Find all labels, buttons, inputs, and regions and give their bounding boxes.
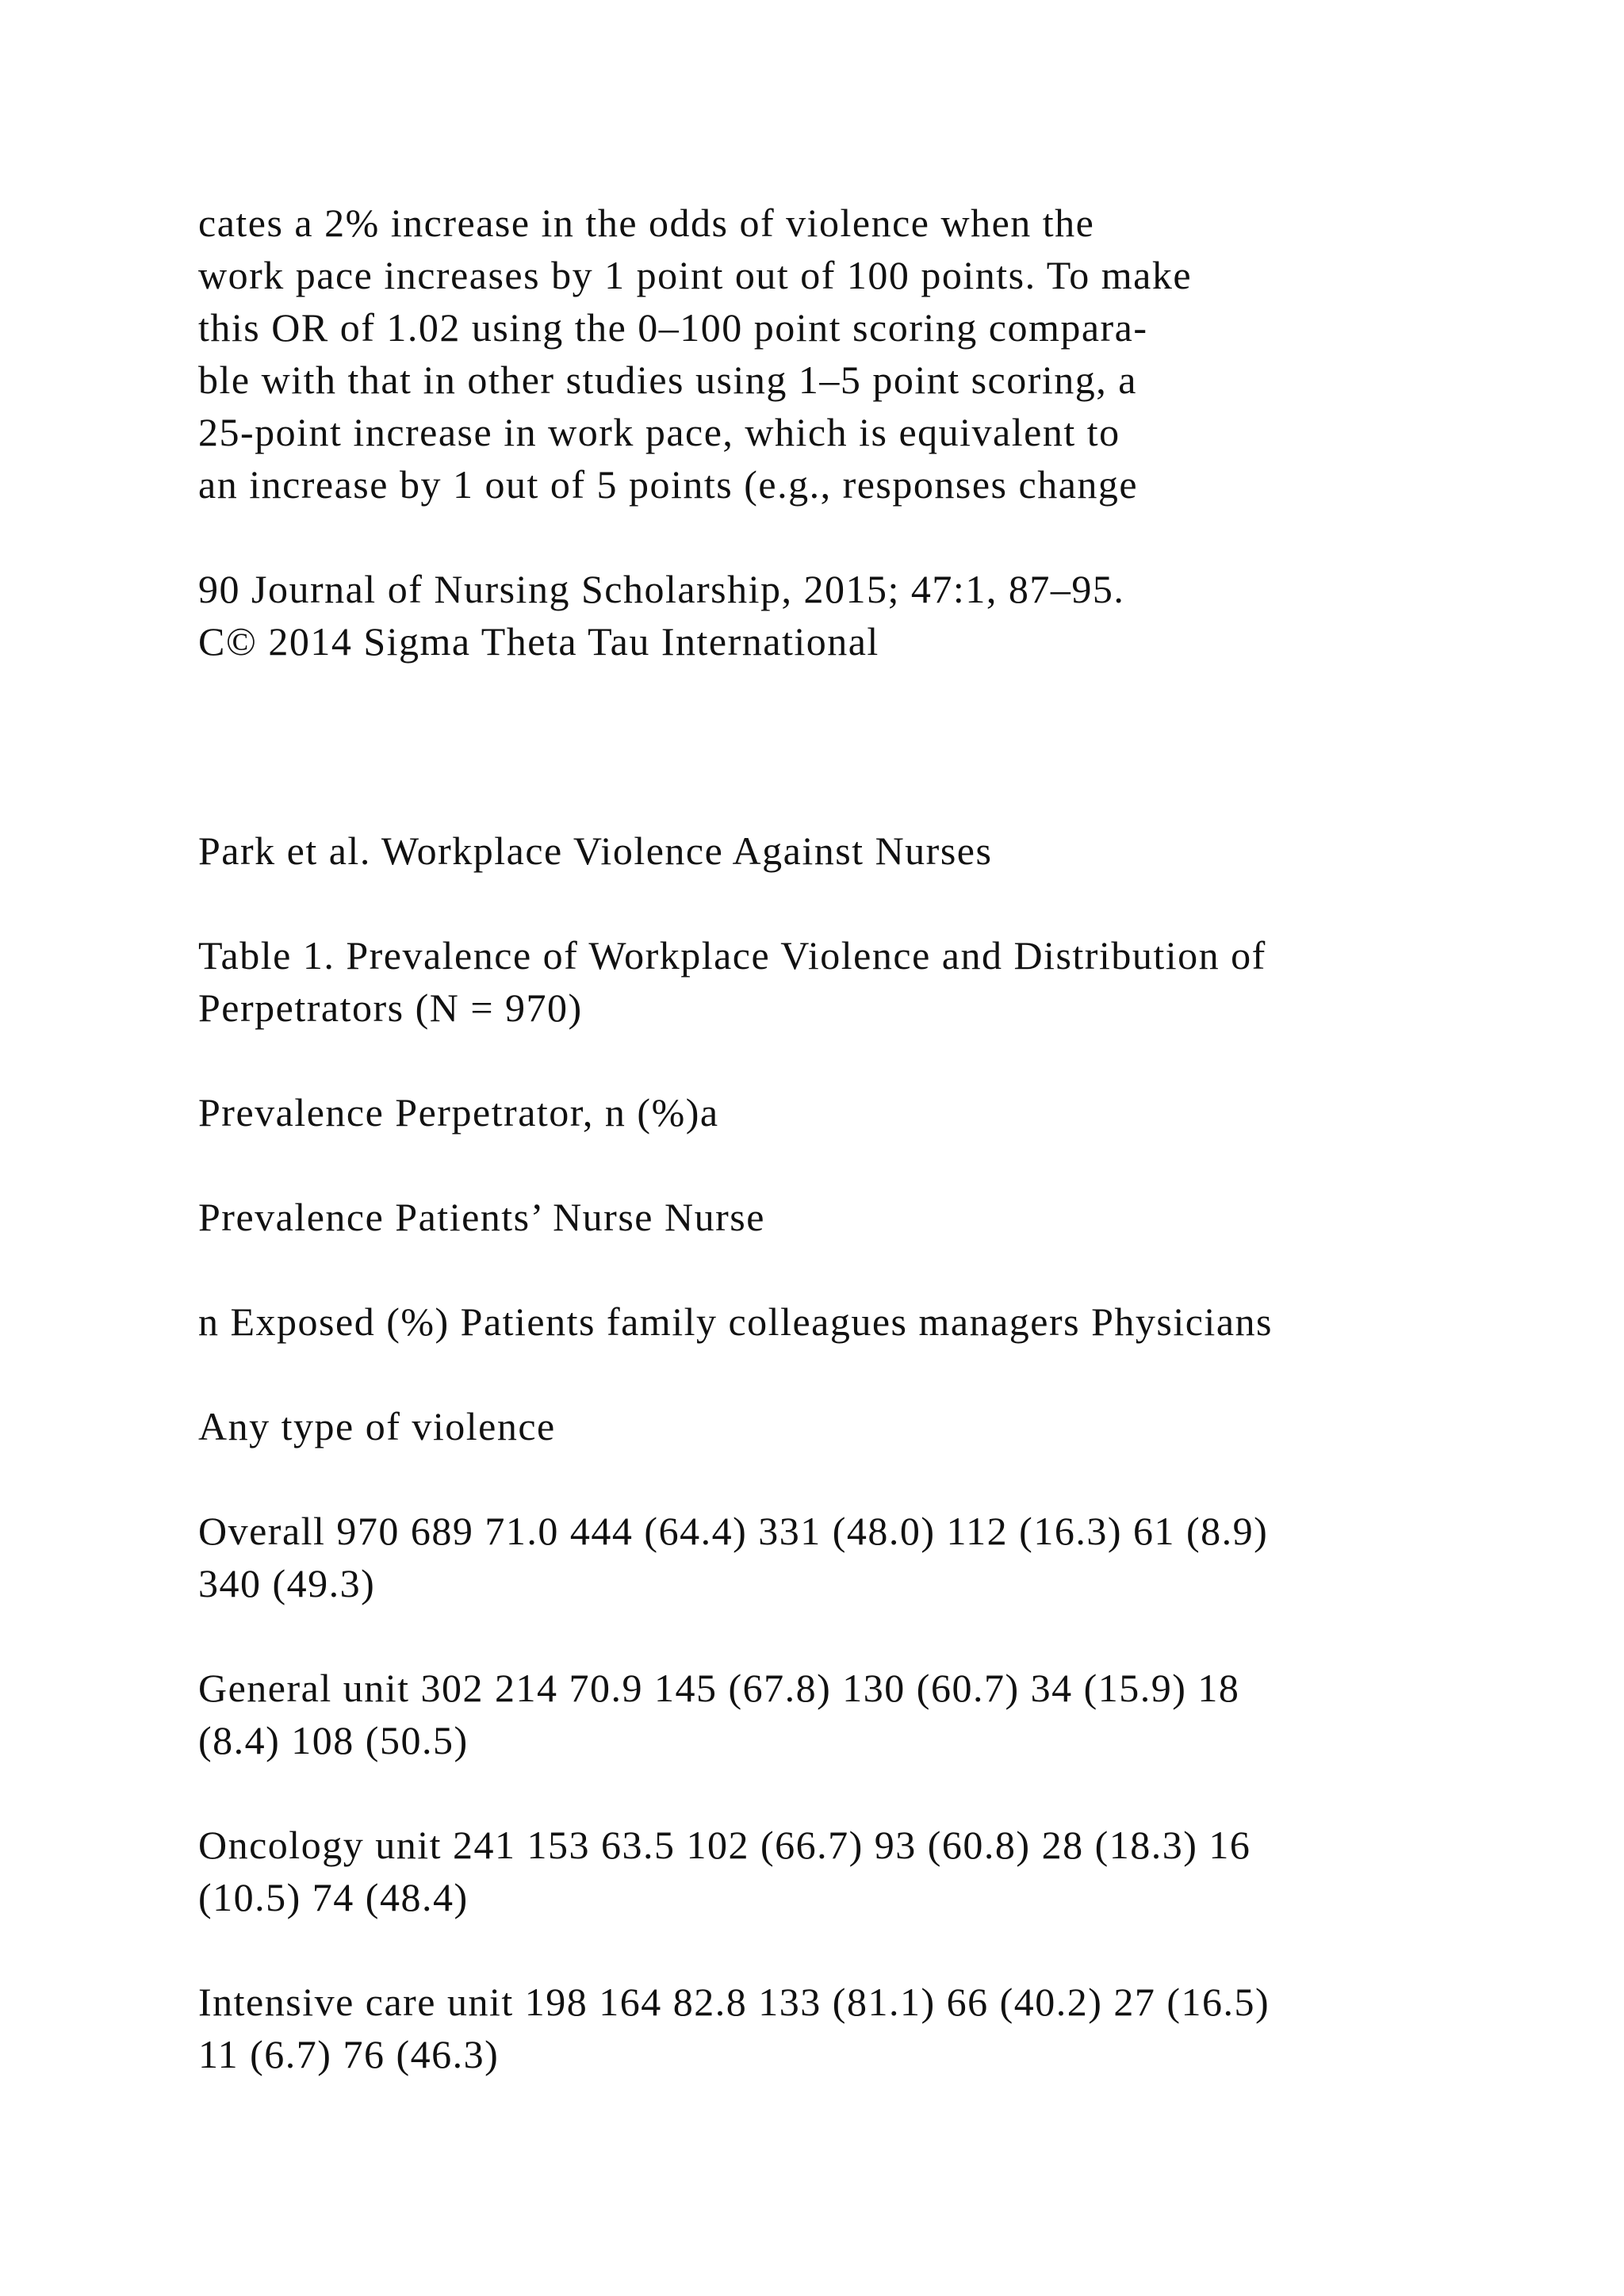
table-header-row: Prevalence Patients’ Nurse Nurse [198,1195,765,1239]
paragraph-line: 25-point increase in work pace, which is equivalent to [198,410,1120,454]
table-row-continuation: 340 (49.3) [198,1561,376,1605]
paragraph-line: this OR of 1.02 using the 0–100 point scoring compara- [198,305,1148,350]
paragraph-line: an increase by 1 out of 5 points (e.g., responses change [198,462,1139,507]
paragraph-line: cates a 2% increase in the odds of violence when the [198,201,1095,245]
table-row: General unit 302 214 70.9 145 (67.8) 130 (60.7) 34 (15.9) 18 [198,1666,1240,1710]
table-header-row: Prevalence Perpetrator, n (%)a [198,1090,719,1135]
table-row-continuation: 11 (6.7) 76 (46.3) [198,2032,500,2076]
table-caption: Perpetrators (N = 970) [198,985,583,1030]
copyright-notice: C© 2014 Sigma Theta Tau International [198,619,879,664]
running-header: Park et al. Workplace Violence Against Nurses [198,828,993,873]
table-row-continuation: (10.5) 74 (48.4) [198,1875,469,1919]
table-row-continuation: (8.4) 108 (50.5) [198,1718,469,1762]
table-header-row: n Exposed (%) Patients family colleagues managers Physicians [198,1299,1273,1344]
journal-citation: 90 Journal of Nursing Scholarship, 2015; 47:1, 87–95. [198,567,1125,611]
table-row: Oncology unit 241 153 63.5 102 (66.7) 93 (60.8) 28 (18.3) 16 [198,1823,1251,1867]
paragraph-line: ble with that in other studies using 1–5 point scoring, a [198,358,1137,402]
table-row: Overall 970 689 71.0 444 (64.4) 331 (48.0) 112 (16.3) 61 (8.9) [198,1509,1269,1553]
paragraph-line: work pace increases by 1 point out of 100 points. To make [198,253,1193,297]
table-row: Intensive care unit 198 164 82.8 133 (81.1) 66 (40.2) 27 (16.5) [198,1980,1270,2024]
table-section-label: Any type of violence [198,1404,556,1448]
table-caption: Table 1. Prevalence of Workplace Violence and Distribution of [198,933,1266,978]
